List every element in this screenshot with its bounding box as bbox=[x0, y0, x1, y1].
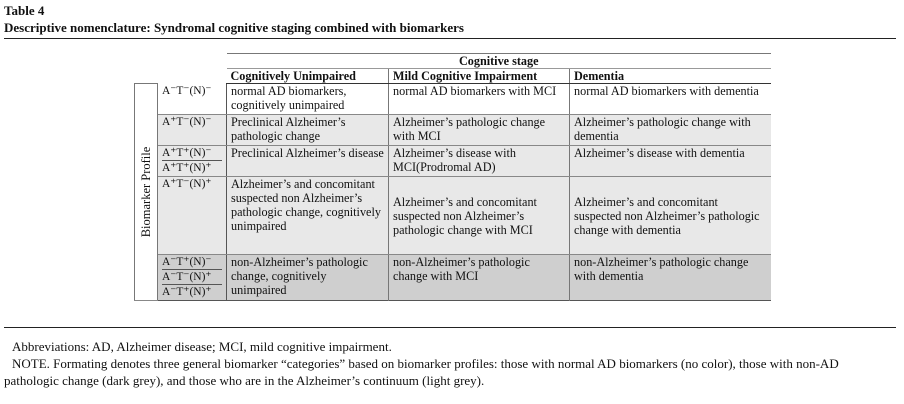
table-cell: normal AD biomarkers with dementia bbox=[570, 84, 772, 115]
cognitive-stage-header: Cognitive stage bbox=[227, 54, 772, 69]
table-cell: Alzheimer’s and concomitant suspected non Alzheimer’s pathologic change with dementia bbox=[570, 177, 772, 255]
table-notes bbox=[4, 338, 894, 389]
table-cell: non-Alzheimer’s pathologic change with MCI bbox=[389, 255, 570, 301]
table-cell: normal AD biomarkers with MCI bbox=[389, 84, 570, 115]
table-cell: non-Alzheimer’s pathologic change with dementia bbox=[574, 255, 749, 283]
profile-label: A⁺T⁻(N)⁺ bbox=[158, 177, 227, 255]
table-row bbox=[135, 255, 772, 301]
profile-label: A⁻T⁺(N)⁻ bbox=[162, 255, 222, 270]
col-header-mci: Mild Cognitive Impairment bbox=[389, 69, 570, 84]
nomenclature-table bbox=[134, 53, 771, 301]
profile-label-group bbox=[158, 146, 227, 177]
table-cell: Alzheimer’s disease with dementia bbox=[570, 146, 772, 177]
top-rule bbox=[4, 38, 896, 39]
table-label: Table 4 bbox=[4, 3, 45, 18]
abbreviations-note: Abbreviations: AD, Alzheimer disease; MCI, mild cognitive impairment. bbox=[12, 339, 392, 354]
table-cell: Preclinical Alzheimer’s pathologic change bbox=[227, 115, 389, 146]
profile-label-group bbox=[158, 255, 227, 301]
title-block bbox=[4, 2, 896, 36]
col-header-cognitively-unimpaired: Cognitively Unimpaired bbox=[227, 69, 389, 84]
profile-label: A⁻T⁺(N)⁺ bbox=[162, 286, 212, 298]
formatting-note: NOTE. Formating denotes three general biomarker “categories” based on biomarker profiles: those with normal AD biomarkers (no color), those with non-AD pathologic change (dark grey), and those who are in the Alzheimer’s continuum (light grey). bbox=[4, 356, 839, 388]
table-cell: Alzheimer’s and concomitant suspected non Alzheimer’s pathologic change, cognitively unimpaired bbox=[227, 177, 389, 255]
table-row bbox=[135, 177, 772, 255]
table-cell: Preclinical Alzheimer’s disease bbox=[227, 146, 389, 177]
table-cell: Alzheimer’s and concomitant suspected non Alzheimer’s pathologic change with MCI bbox=[389, 177, 570, 255]
table-row bbox=[135, 115, 772, 146]
table-row bbox=[135, 146, 772, 177]
header-columns-row bbox=[135, 69, 772, 84]
table-cell: normal AD biomarkers, cognitively unimpaired bbox=[227, 84, 389, 115]
profile-label: A⁺T⁺(N)⁺ bbox=[162, 162, 212, 174]
profile-label: A⁺T⁺(N)⁻ bbox=[162, 146, 222, 161]
profile-label: A⁺T⁻(N)⁻ bbox=[158, 115, 227, 146]
table-cell: Alzheimer’s disease with MCI(Prodromal AD) bbox=[389, 146, 570, 177]
profile-label: A⁻T⁻(N)⁻ bbox=[158, 84, 227, 115]
header-group-row bbox=[135, 54, 772, 69]
table-caption: Descriptive nomenclature: Syndromal cognitive staging combined with biomarkers bbox=[4, 20, 464, 35]
table-cell: Alzheimer’s pathologic change with MCI bbox=[389, 115, 570, 146]
biomarker-profile-label: Biomarker Profile bbox=[139, 146, 153, 238]
table-cell: non-Alzheimer’s pathologic change, cognitively unimpaired bbox=[227, 255, 389, 301]
row-group-cell bbox=[135, 84, 158, 301]
profile-label: A⁻T⁻(N)⁺ bbox=[162, 270, 222, 285]
table-row bbox=[135, 84, 772, 115]
col-header-dementia: Dementia bbox=[570, 69, 772, 84]
table-cell: Alzheimer’s pathologic change with dementia bbox=[570, 115, 772, 146]
bottom-rule bbox=[4, 327, 896, 328]
